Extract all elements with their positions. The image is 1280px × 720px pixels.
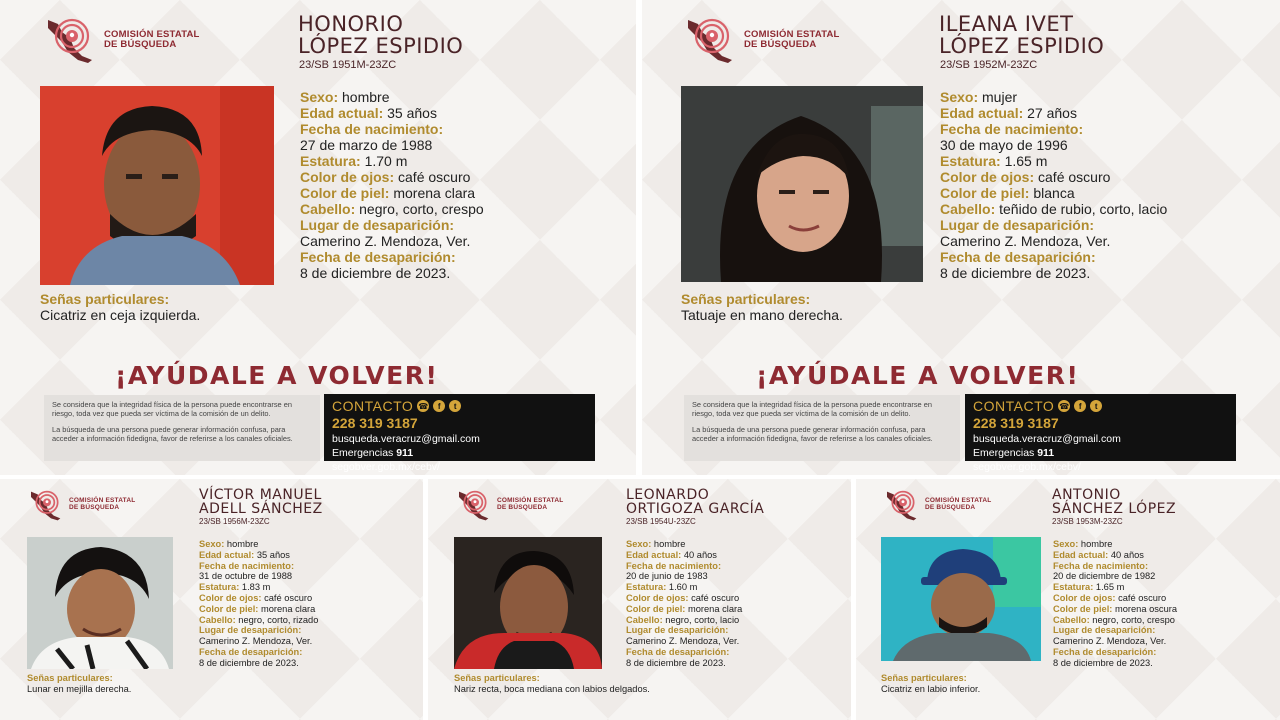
person-details: Sexo: hombre Edad actual: 40 años Fecha de nacimiento: 20 de diciembre de 1982 Estatura: 1.65 m Color de ojos: café oscuro Color de piel: morena oscura Cabello: negro, corto, crespo Lugar de desaparición: Camerino Z. Mendoza, Ver. Fecha de desaparición: 8 de diciembre de 2023. xyxy=(1053,539,1178,668)
contact-phone[interactable]: 228 319 3187 xyxy=(332,415,418,431)
person-name: LEONARDO ORTIGOZA GARCÍA xyxy=(626,487,765,517)
person-photo xyxy=(27,537,173,669)
contact-web[interactable]: segobver.gob.mx/cebv/ xyxy=(973,461,1081,473)
senas-label: Señas particulares: xyxy=(881,673,967,683)
cebv-logo xyxy=(884,489,991,521)
facebook-icon[interactable]: f xyxy=(433,400,445,412)
person-photo xyxy=(681,86,923,282)
logo-line1: COMISIÓN ESTATAL xyxy=(925,497,992,505)
person-name: HONORIO LÓPEZ ESPIDIO xyxy=(298,12,464,58)
veracruz-map-icon xyxy=(456,489,494,521)
senas-label: Señas particulares: xyxy=(27,673,113,683)
cta-heading: ¡AYÚDALE A VOLVER! xyxy=(115,361,439,390)
person-details: Sexo: mujer Edad actual: 27 años Fecha de nacimiento: 30 de mayo de 1996 Estatura: 1.65 m Color de ojos: café oscuro Color de piel: blanca Cabello: teñido de rubio, corto, lacio Lugar de desaparición: Camerino Z. Mendoza, Ver. Fecha de desaparición: 8 de diciembre de 2023. xyxy=(940,89,1168,281)
folio: 23/SB 1954U-23ZC xyxy=(626,517,696,526)
contact-emergencias: Emergencias 911 xyxy=(973,447,1055,459)
ficha-leonardo xyxy=(428,479,851,720)
phone-icon[interactable]: ☎ xyxy=(1059,401,1070,411)
logo-line2: DE BÚSQUEDA xyxy=(744,39,817,50)
cebv-logo xyxy=(44,16,200,64)
veracruz-map-icon xyxy=(684,16,740,64)
logo-line1: COMISIÓN ESTATAL xyxy=(69,497,136,505)
ficha-victor xyxy=(0,479,423,720)
folio: 23/SB 1952M-23ZC xyxy=(940,59,1038,71)
person-details: Sexo: hombre Edad actual: 40 años Fecha de nacimiento: 20 de junio de 1983 Estatura: 1.60 m Color de ojos: café oscuro Color de piel: morena clara Cabello: negro, corto, lacio Lugar de desaparición: Camerino Z. Mendoza, Ver. Fecha de desaparición: 8 de diciembre de 2023. xyxy=(626,539,743,668)
person-details: Sexo: hombre Edad actual: 35 años Fecha de nacimiento: 27 de marzo de 1988 Estatura: 1.70 m Color de ojos: café oscuro Color de piel: morena clara Cabello: negro, corto, crespo Lugar de desaparición: Camerino Z. Mendoza, Ver. Fecha de desaparición: 8 de diciembre de 2023. xyxy=(300,89,484,281)
ficha-honorio xyxy=(0,0,636,475)
contact-phone[interactable]: 228 319 3187 xyxy=(973,415,1059,431)
disclaimer-note: Se considera que la integridad física de la persona puede encontrarse en riesgo, toda vez que pueda ser víctima de la comisión de un delito. La búsqueda de una persona puede generar información confusa, para acceder a información fidedigna, favor de referirse a los canales oficiales. xyxy=(684,395,960,461)
ficha-antonio xyxy=(856,479,1280,720)
senas-value: Lunar en mejilla derecha. xyxy=(27,684,132,694)
contact-box xyxy=(965,394,1236,473)
senas-label: Señas particulares: xyxy=(454,673,540,683)
logo-line2: DE BÚSQUEDA xyxy=(104,39,177,50)
person-photo xyxy=(40,86,274,285)
logo-line1: COMISIÓN ESTATAL xyxy=(497,497,564,505)
phone-icon[interactable]: ☎ xyxy=(418,401,429,411)
disclaimer-note: Se considera que la integridad física de la persona puede encontrarse en riesgo, toda vez que pueda ser víctima de la comisión de un delito. La búsqueda de una persona puede generar información confusa, para acceder a información fidedigna, favor de referirse a los canales oficiales. xyxy=(44,395,320,461)
veracruz-map-icon xyxy=(884,489,922,521)
person-photo xyxy=(454,537,602,669)
senas-label: Señas particulares: xyxy=(40,291,170,307)
logo-line2: DE BÚSQUEDA xyxy=(497,504,548,511)
contact-title: CONTACTO xyxy=(332,398,414,414)
folio: 23/SB 1951M-23ZC xyxy=(299,59,397,71)
logo-line1: COMISIÓN ESTATAL xyxy=(104,29,200,41)
senas-value: Nariz recta, boca mediana con labios delgados. xyxy=(454,684,650,694)
contact-title: CONTACTO xyxy=(973,398,1055,414)
facebook-icon[interactable]: f xyxy=(1074,400,1086,412)
contact-emergencias: Emergencias 911 xyxy=(332,447,414,459)
person-details: Sexo: hombre Edad actual: 35 años Fecha de nacimiento: 31 de octubre de 1988 Estatura: 1.83 m Color de ojos: café oscuro Color de piel: morena clara Cabello: negro, corto, rizado Lugar de desaparición: Camerino Z. Mendoza, Ver. Fecha de desaparición: 8 de diciembre de 2023. xyxy=(199,539,319,668)
veracruz-map-icon xyxy=(28,489,66,521)
folio: 23/SB 1956M-23ZC xyxy=(199,517,270,526)
senas-label: Señas particulares: xyxy=(681,291,811,307)
ficha-ileana xyxy=(642,0,1280,475)
person-name: ILEANA IVET LÓPEZ ESPIDIO xyxy=(939,12,1105,58)
contact-box xyxy=(324,394,595,473)
cta-heading: ¡AYÚDALE A VOLVER! xyxy=(756,361,1080,390)
cebv-logo xyxy=(456,489,563,521)
logo-line1: COMISIÓN ESTATAL xyxy=(744,29,840,41)
cebv-logo xyxy=(684,16,840,64)
contact-web[interactable]: segobver.gob.mx/cebv/ xyxy=(332,461,440,473)
senas-value: Tatuaje en mano derecha. xyxy=(681,307,843,323)
logo-line2: DE BÚSQUEDA xyxy=(925,504,976,511)
logo-line2: DE BÚSQUEDA xyxy=(69,504,120,511)
cebv-logo xyxy=(28,489,135,521)
person-name: VÍCTOR MANUEL ADELL SÁNCHEZ xyxy=(199,487,323,517)
senas-value: Cicatriz en labio inferior. xyxy=(881,684,981,694)
contact-email[interactable]: busqueda.veracruz@gmail.com xyxy=(332,433,480,445)
person-photo xyxy=(881,537,1041,661)
twitter-icon[interactable]: t xyxy=(449,400,461,412)
contact-email[interactable]: busqueda.veracruz@gmail.com xyxy=(973,433,1121,445)
folio: 23/SB 1953M-23ZC xyxy=(1052,517,1123,526)
veracruz-map-icon xyxy=(44,16,100,64)
person-name: ANTONIO SÁNCHEZ LÓPEZ xyxy=(1052,487,1177,517)
senas-value: Cicatriz en ceja izquierda. xyxy=(40,307,201,323)
twitter-icon[interactable]: t xyxy=(1090,400,1102,412)
